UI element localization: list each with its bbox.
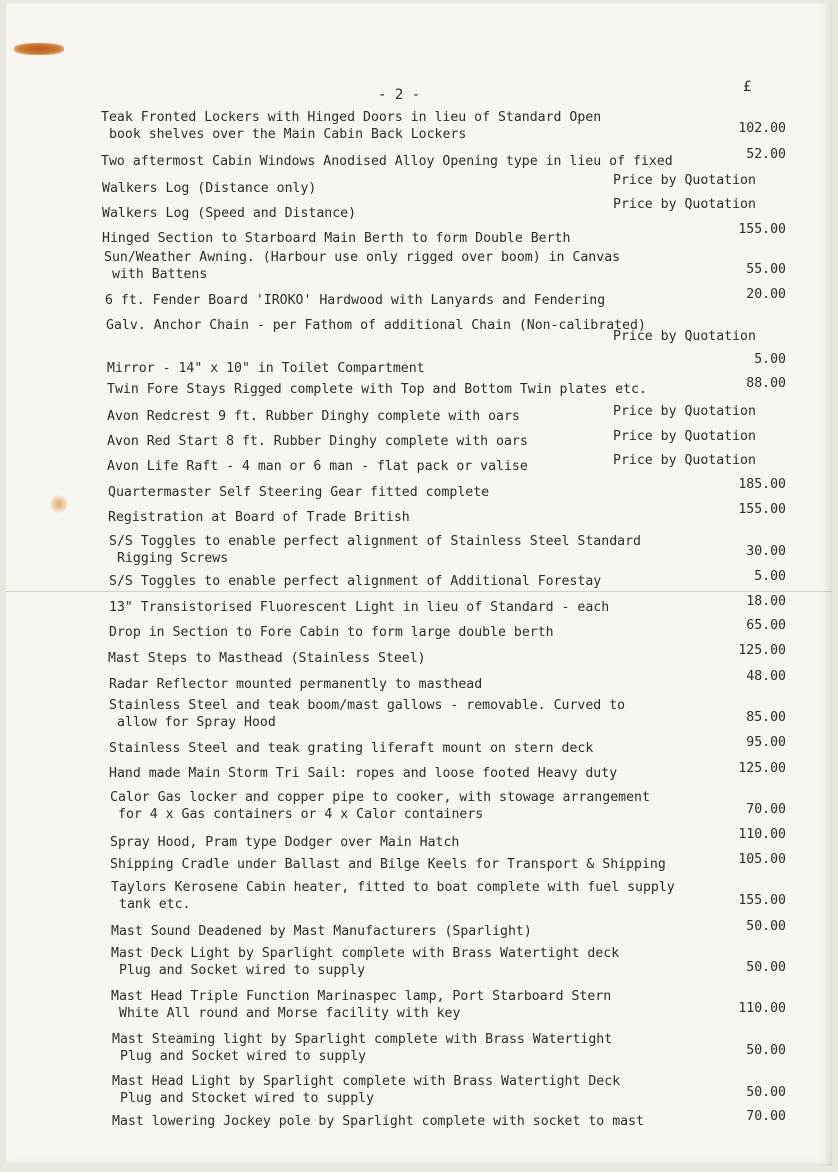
item-description-continuation: with Battens: [112, 267, 208, 282]
item-price: 155.00: [738, 502, 786, 517]
item-description-line: Mast lowering Jockey pole by Sparlight complete with socket to mast: [112, 1114, 644, 1129]
item-description-continuation: White All round and Morse facility with key: [119, 1006, 461, 1021]
rust-stain: [14, 43, 64, 55]
item-description: [109, 573, 601, 590]
item-description-line: Calor Gas locker and copper pipe to cooker, with stowage arrangement: [110, 790, 650, 805]
item-description-line: Radar Reflector mounted permanently to masthead: [109, 677, 483, 692]
item-price: 5.00: [754, 352, 786, 367]
item-price: 102.00: [738, 121, 786, 136]
item-description: [109, 765, 617, 782]
item-price: 65.00: [746, 618, 786, 633]
item-price: Price by Quotation: [613, 197, 756, 212]
item-description: [102, 180, 316, 197]
document-page: [6, 3, 832, 1166]
item-description: [107, 360, 425, 377]
item-description: [111, 879, 675, 913]
item-price: Price by Quotation: [613, 453, 756, 468]
item-description: [111, 988, 611, 1022]
item-price: 110.00: [738, 1001, 786, 1016]
item-description: [110, 789, 650, 823]
item-price: 30.00: [746, 544, 786, 559]
currency-symbol: £: [743, 79, 752, 95]
item-description-line: Walkers Log (Distance only): [102, 181, 317, 196]
item-price: 55.00: [746, 262, 786, 277]
item-description: [106, 317, 646, 334]
item-description: [112, 1031, 612, 1065]
item-description: [108, 509, 410, 526]
item-price: Price by Quotation: [613, 329, 756, 344]
item-description-line: S/S Toggles to enable perfect alignment of Additional Forestay: [109, 574, 602, 589]
item-price: 50.00: [746, 919, 786, 934]
item-description-line: Drop in Section to Fore Cabin to form large double berth: [109, 625, 554, 640]
item-description-line: Hand made Main Storm Tri Sail: ropes and loose footed Heavy duty: [109, 766, 618, 781]
item-description: [101, 153, 673, 170]
item-description-line: Stainless Steel and teak grating liferaft mount on stern deck: [109, 741, 594, 756]
paper-stain: [50, 495, 68, 513]
item-price: 110.00: [738, 827, 786, 842]
item-price: 105.00: [738, 852, 786, 867]
item-price: 5.00: [754, 569, 786, 584]
item-description-continuation: tank etc.: [119, 897, 191, 912]
item-description: [112, 1113, 644, 1130]
item-description-line: Mirror - 14" x 10" in Toilet Compartment: [107, 361, 425, 376]
item-description: [108, 650, 426, 667]
item-price: 20.00: [746, 287, 786, 302]
item-description-line: Mast Sound Deadened by Mast Manufacturers (Sparlight): [111, 924, 532, 939]
item-price: 155.00: [738, 222, 786, 237]
item-price: 125.00: [738, 643, 786, 658]
item-description: [109, 740, 593, 757]
item-description-continuation: Plug and Stocket wired to supply: [120, 1091, 375, 1106]
item-price: 70.00: [746, 802, 786, 817]
item-description: [109, 676, 482, 693]
item-description: [109, 533, 641, 567]
item-description-line: Stainless Steel and teak boom/mast gallows - removable. Curved to: [109, 698, 626, 713]
item-description: [109, 697, 625, 731]
item-description-continuation: Rigging Screws: [117, 551, 229, 566]
item-price: 48.00: [746, 669, 786, 684]
item-description-line: Mast Head Light by Sparlight complete with Brass Watertight Deck: [112, 1074, 621, 1089]
item-description: [107, 433, 528, 450]
item-description: [109, 624, 554, 641]
item-description-line: Shipping Cradle under Ballast and Bilge Keels for Transport & Shipping: [110, 857, 666, 872]
item-description: [105, 292, 605, 309]
item-description: [102, 230, 570, 247]
item-price: 88.00: [746, 376, 786, 391]
item-description-line: Walkers Log (Speed and Distance): [102, 206, 357, 221]
item-price: 18.00: [746, 594, 786, 609]
item-description-line: Registration at Board of Trade British: [108, 510, 410, 525]
item-description: [109, 599, 609, 616]
item-description: [111, 923, 532, 940]
item-description-continuation: Plug and Socket wired to supply: [120, 1049, 367, 1064]
item-description-line: Quartermaster Self Steering Gear fitted complete: [108, 485, 490, 500]
item-description: [110, 834, 459, 851]
item-description-line: Two aftermost Cabin Windows Anodised Alloy Opening type in lieu of fixed: [101, 154, 673, 169]
paper-fold-line: [6, 591, 832, 592]
item-price: 50.00: [746, 1043, 786, 1058]
item-description-line: Mast Head Triple Function Marinaspec lamp, Port Starboard Stern: [111, 989, 612, 1004]
item-description: [110, 856, 666, 873]
item-description: [102, 205, 356, 222]
item-description-line: Galv. Anchor Chain - per Fathom of additional Chain (Non-calibrated): [106, 318, 646, 333]
item-description-line: 6 ft. Fender Board 'IROKO' Hardwood with Lanyards and Fendering: [105, 293, 606, 308]
item-price: 50.00: [746, 1085, 786, 1100]
item-description-continuation: for 4 x Gas containers or 4 x Calor containers: [118, 807, 484, 822]
item-description-continuation: book shelves over the Main Cabin Back Lockers: [109, 127, 467, 142]
item-price: 70.00: [746, 1109, 786, 1124]
item-price: Price by Quotation: [613, 404, 756, 419]
item-description-continuation: Plug and Socket wired to supply: [119, 963, 366, 978]
item-price: 50.00: [746, 960, 786, 975]
item-description-line: Teak Fronted Lockers with Hinged Doors in lieu of Standard Open: [101, 110, 602, 125]
item-price: 95.00: [746, 735, 786, 750]
page-number: - 2 -: [378, 87, 421, 103]
item-description-line: S/S Toggles to enable perfect alignment of Stainless Steel Standard: [109, 534, 641, 549]
item-description-continuation: allow for Spray Hood: [117, 715, 276, 730]
item-description-line: Twin Fore Stays Rigged complete with Top and Bottom Twin plates etc.: [107, 382, 647, 397]
item-price: 85.00: [746, 710, 786, 725]
item-price: 155.00: [738, 893, 786, 908]
item-description: [112, 1073, 620, 1107]
item-description-line: Spray Hood, Pram type Dodger over Main Hatch: [110, 835, 460, 850]
item-description-line: Mast Deck Light by Sparlight complete with Brass Watertight deck: [111, 946, 620, 961]
item-description-line: Taylors Kerosene Cabin heater, fitted to boat complete with fuel supply: [111, 880, 675, 895]
item-price: Price by Quotation: [613, 429, 756, 444]
item-description-line: Avon Life Raft - 4 man or 6 man - flat pack or valise: [107, 459, 528, 474]
item-description-line: Sun/Weather Awning. (Harbour use only rigged over boom) in Canvas: [104, 250, 621, 265]
item-description: [101, 109, 601, 143]
item-description-line: Mast Steaming light by Sparlight complete with Brass Watertight: [112, 1032, 613, 1047]
item-description: [111, 945, 619, 979]
item-description: [107, 408, 520, 425]
item-description-line: Hinged Section to Starboard Main Berth to form Double Berth: [102, 231, 571, 246]
item-description-line: Avon Redcrest 9 ft. Rubber Dinghy complete with oars: [107, 409, 520, 424]
item-price: 125.00: [738, 761, 786, 776]
item-price: 52.00: [746, 147, 786, 162]
item-price: Price by Quotation: [613, 173, 756, 188]
item-description-line: 13" Transistorised Fluorescent Light in lieu of Standard - each: [109, 600, 610, 615]
item-description: [108, 484, 489, 501]
item-description-line: Avon Red Start 8 ft. Rubber Dinghy complete with oars: [107, 434, 528, 449]
item-description: [104, 249, 620, 283]
item-description-line: Mast Steps to Masthead (Stainless Steel): [108, 651, 426, 666]
item-price: 185.00: [738, 477, 786, 492]
item-description: [107, 458, 528, 475]
item-description: [107, 381, 647, 398]
